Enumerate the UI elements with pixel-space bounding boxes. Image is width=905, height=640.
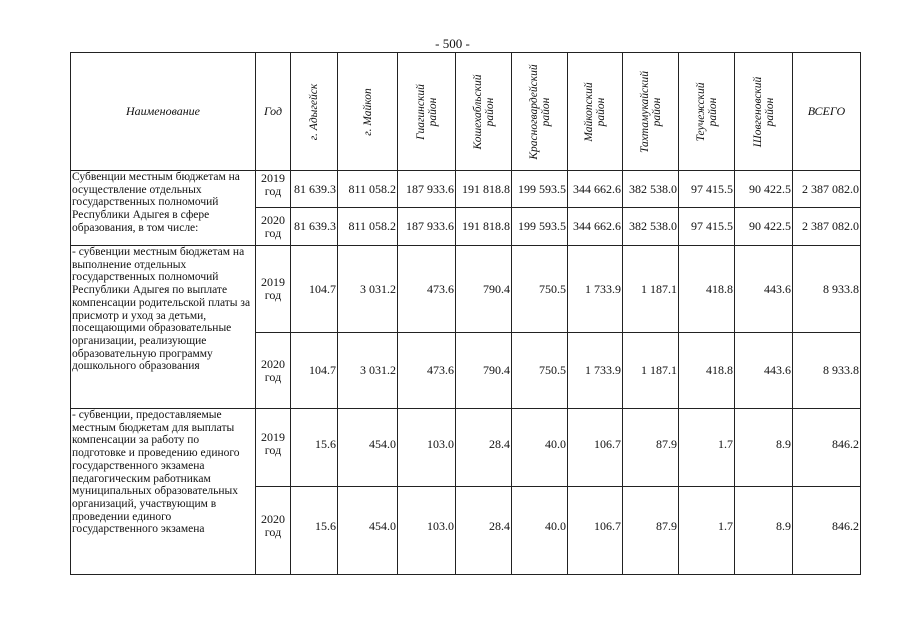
value-cell: 106.7 <box>568 409 623 487</box>
header-col-takhtamukaysky: Тахтамукайский район <box>638 70 663 153</box>
year-cell: 2020 год <box>256 208 291 246</box>
value-cell: 846.2 <box>793 487 861 575</box>
value-cell: 28.4 <box>456 409 512 487</box>
value-cell: 811 058.2 <box>338 208 398 246</box>
value-cell: 97 415.5 <box>679 171 735 208</box>
header-col-total: ВСЕГО <box>793 53 861 171</box>
value-cell: 1.7 <box>679 487 735 575</box>
value-cell: 87.9 <box>623 409 679 487</box>
budget-table <box>70 52 861 575</box>
value-cell: 790.4 <box>456 246 512 333</box>
value-cell: 191 818.8 <box>456 208 512 246</box>
value-cell: 8.9 <box>735 409 793 487</box>
value-cell: 344 662.6 <box>568 208 623 246</box>
value-cell: 187 933.6 <box>398 208 456 246</box>
section-name: - субвенции местным бюджетам на выполнение отдельных государственных полномочий Республики Адыгея по выплате компенсации родительской платы за присмотр и уход за детьми, посещающими образовательные организации, реализующие образовательную программу дошкольного образования <box>71 246 256 409</box>
section-name: - субвенции, предоставляемые местным бюджетам для выплаты компенсации за работу по подготовке и проведению единого государственного экзамена педагогическим работникам муниципальных образовательных организаций, участвующим в проведении единого государственного экзамена <box>71 409 256 575</box>
value-cell: 454.0 <box>338 487 398 575</box>
value-cell: 473.6 <box>398 246 456 333</box>
value-cell: 8 933.8 <box>793 333 861 409</box>
value-cell: 106.7 <box>568 487 623 575</box>
value-cell: 1 187.1 <box>623 246 679 333</box>
header-row <box>71 53 861 171</box>
value-cell: 8.9 <box>735 487 793 575</box>
table-row <box>71 409 861 487</box>
header-col-teuchezhsky: Теучежский район <box>694 82 719 141</box>
value-cell: 1 187.1 <box>623 333 679 409</box>
header-col-giaginsky: Гиагинский район <box>414 83 439 140</box>
header-col-shovgenovsky: Шовгеновский район <box>751 76 776 147</box>
value-cell: 87.9 <box>623 487 679 575</box>
value-cell: 40.0 <box>512 487 568 575</box>
header-col-adygeysk: г. Адыгейск <box>308 83 320 140</box>
header-col-maykop: г. Майкоп <box>361 87 374 136</box>
year-cell: 2020 год <box>256 333 291 409</box>
year-cell: 2019 год <box>256 246 291 333</box>
table-row <box>71 246 861 333</box>
value-cell: 191 818.8 <box>456 171 512 208</box>
year-cell: 2020 год <box>256 487 291 575</box>
value-cell: 104.7 <box>291 333 338 409</box>
value-cell: 382 538.0 <box>623 208 679 246</box>
value-cell: 81 639.3 <box>291 171 338 208</box>
value-cell: 2 387 082.0 <box>793 171 861 208</box>
value-cell: 3 031.2 <box>338 246 398 333</box>
header-col-krasnogvardeysky: Красногвардейский район <box>527 63 552 160</box>
value-cell: 750.5 <box>512 333 568 409</box>
value-cell: 90 422.5 <box>735 208 793 246</box>
value-cell: 3 031.2 <box>338 333 398 409</box>
value-cell: 443.6 <box>735 333 793 409</box>
value-cell: 1 733.9 <box>568 333 623 409</box>
header-col-maykopsky: Майкопский район <box>583 81 607 142</box>
value-cell: 1.7 <box>679 409 735 487</box>
value-cell: 344 662.6 <box>568 171 623 208</box>
value-cell: 103.0 <box>398 487 456 575</box>
value-cell: 199 593.5 <box>512 208 568 246</box>
value-cell: 199 593.5 <box>512 171 568 208</box>
value-cell: 382 538.0 <box>623 171 679 208</box>
value-cell: 1 733.9 <box>568 246 623 333</box>
value-cell: 8 933.8 <box>793 246 861 333</box>
value-cell: 90 422.5 <box>735 171 793 208</box>
value-cell: 454.0 <box>338 409 398 487</box>
value-cell: 750.5 <box>512 246 568 333</box>
header-col-koshekhablsky: Кошехабльский район <box>471 73 496 150</box>
value-cell: 28.4 <box>456 487 512 575</box>
value-cell: 40.0 <box>512 409 568 487</box>
value-cell: 443.6 <box>735 246 793 333</box>
value-cell: 811 058.2 <box>338 171 398 208</box>
value-cell: 846.2 <box>793 409 861 487</box>
year-cell: 2019 год <box>256 171 291 208</box>
value-cell: 81 639.3 <box>291 208 338 246</box>
header-name: Наименование <box>71 53 256 171</box>
value-cell: 15.6 <box>291 487 338 575</box>
header-year: Год <box>256 53 291 171</box>
value-cell: 790.4 <box>456 333 512 409</box>
value-cell: 418.8 <box>679 333 735 409</box>
value-cell: 2 387 082.0 <box>793 208 861 246</box>
page-number: - 500 - <box>435 36 470 51</box>
value-cell: 104.7 <box>291 246 338 333</box>
section-name: Субвенции местным бюджетам на осуществление отдельных государственных полномочий Республики Адыгея в сфере образования, в том числе: <box>71 171 256 246</box>
value-cell: 187 933.6 <box>398 171 456 208</box>
year-cell: 2019 год <box>256 409 291 487</box>
table-row <box>71 171 861 208</box>
value-cell: 15.6 <box>291 409 338 487</box>
value-cell: 97 415.5 <box>679 208 735 246</box>
value-cell: 473.6 <box>398 333 456 409</box>
value-cell: 103.0 <box>398 409 456 487</box>
value-cell: 418.8 <box>679 246 735 333</box>
